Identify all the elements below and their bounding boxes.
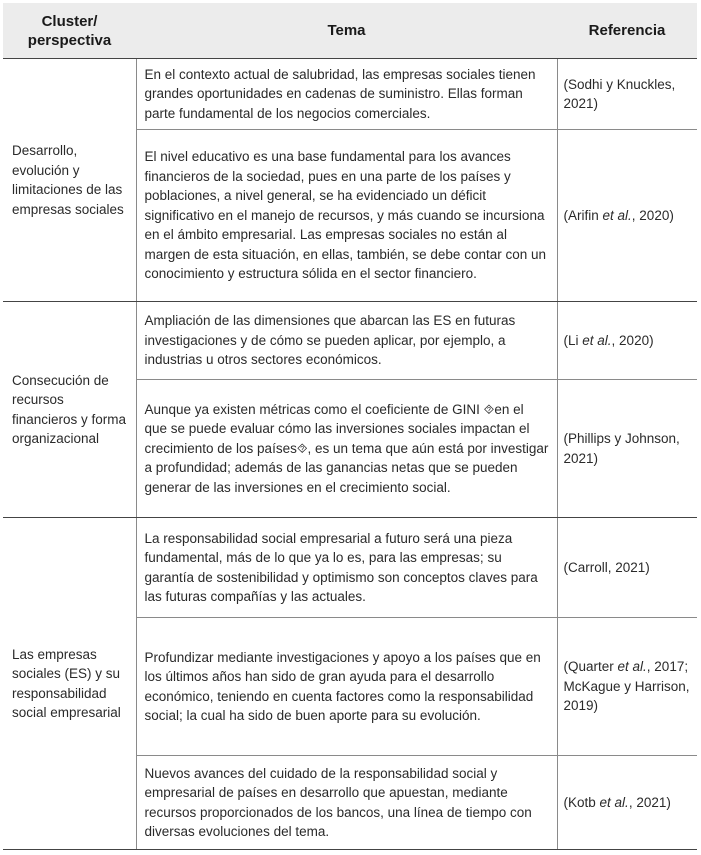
- reference-italic: et al.: [617, 659, 647, 675]
- reference-cell: [557, 518, 697, 618]
- reference-text-end: , 2020): [631, 207, 674, 223]
- cluster-cell: Desarrollo, evolución y limitaciones de las empresas sociales: [3, 59, 136, 302]
- literature-table: [3, 3, 697, 850]
- reference-cell: [557, 59, 697, 130]
- table-row: [3, 518, 697, 618]
- reference-text: (Carroll, 2021): [563, 559, 650, 575]
- tema-cell: Nuevos avances del cuidado de la responsabilidad social y empresarial de países en desarrollo que apuestan, mediante recursos proporcionados de los bancos, una línea de tiempo con diversas evoluciones del tema.: [136, 756, 557, 850]
- cluster-cell: Consecución de recursos financieros y forma organizacional: [3, 302, 136, 518]
- header-referencia: Referencia: [557, 3, 697, 59]
- reference-text-end: , 2017; McKague y Harrison, 2019): [563, 659, 690, 714]
- tema-cell: La responsabilidad social empresarial a futuro será una pieza fundamental, más de lo que ya lo es, para las empresas; su garantía de sostenibilidad y optimismo son conceptos claves para las futuras compañías y las actuales.: [136, 518, 557, 618]
- header-tema: Tema: [136, 3, 557, 59]
- reference-cell: [557, 302, 697, 380]
- header-row: [3, 3, 697, 59]
- reference-text-end: , 2021): [628, 794, 671, 810]
- tema-cell: Profundizar mediante investigaciones y apoyo a los países que en los últimos años han sido de gran ayuda para el desarrollo económico, teniendo en cuenta factores como la responsabilidad social; la cual ha sido de buen aporte para su evolución.: [136, 618, 557, 756]
- reference-text: (Phillips y Johnson, 2021): [563, 431, 680, 466]
- reference-cell: [557, 756, 697, 850]
- tema-cell: Ampliación de las dimensiones que abarcan las ES en futuras investigaciones y de cómo se pueden aplicar, por ejemplo, a industrias u otros sectores económicos.: [136, 302, 557, 380]
- reference-text: (Li: [563, 332, 583, 348]
- tema-cell: En el contexto actual de salubridad, las empresas sociales tienen grandes oportunidades en cadenas de suministro. Ellas forman parte fundamental de los negocios comerciales.: [136, 59, 557, 130]
- reference-cell: [557, 130, 697, 302]
- reference-cell: [557, 380, 697, 518]
- reference-text: (Arifin: [563, 207, 603, 223]
- reference-italic: et al.: [602, 207, 632, 223]
- reference-text: (Quarter: [563, 659, 618, 675]
- reference-text: (Kotb: [563, 794, 600, 810]
- reference-italic: et al.: [599, 794, 629, 810]
- reference-text: (Sodhi y Knuckles, 2021): [563, 76, 676, 111]
- header-cluster: Cluster/ perspectiva: [3, 3, 136, 59]
- tema-cell: Aunque ya existen métricas como el coeficiente de GINI ⯑en el que se puede evaluar cómo las inversiones sociales impactan el crecimiento de los países⯑, es un tema que aún está por investigar a profundidad; además de las ganancias netas que se pueden generar de las inversiones en el crecimiento social.: [136, 380, 557, 518]
- reference-cell: [557, 618, 697, 756]
- tema-cell: El nivel educativo es una base fundamental para los avances financieros de la sociedad, pues en una parte de los países y poblaciones, a nivel general, se ha evidenciado un déficit significativo en el manejo de recursos, y más cuando se incursiona en el ámbito empresarial. Las empresas sociales no están al margen de esta situación, en ellas, también, se debe contar con un conocimiento y estructura sólida en el sector financiero.: [136, 130, 557, 302]
- table-row: [3, 302, 697, 380]
- reference-text-end: , 2020): [611, 332, 654, 348]
- reference-italic: et al.: [582, 332, 612, 348]
- cluster-cell: Las empresas sociales (ES) y su responsabilidad social empresarial: [3, 518, 136, 850]
- table-row: [3, 59, 697, 130]
